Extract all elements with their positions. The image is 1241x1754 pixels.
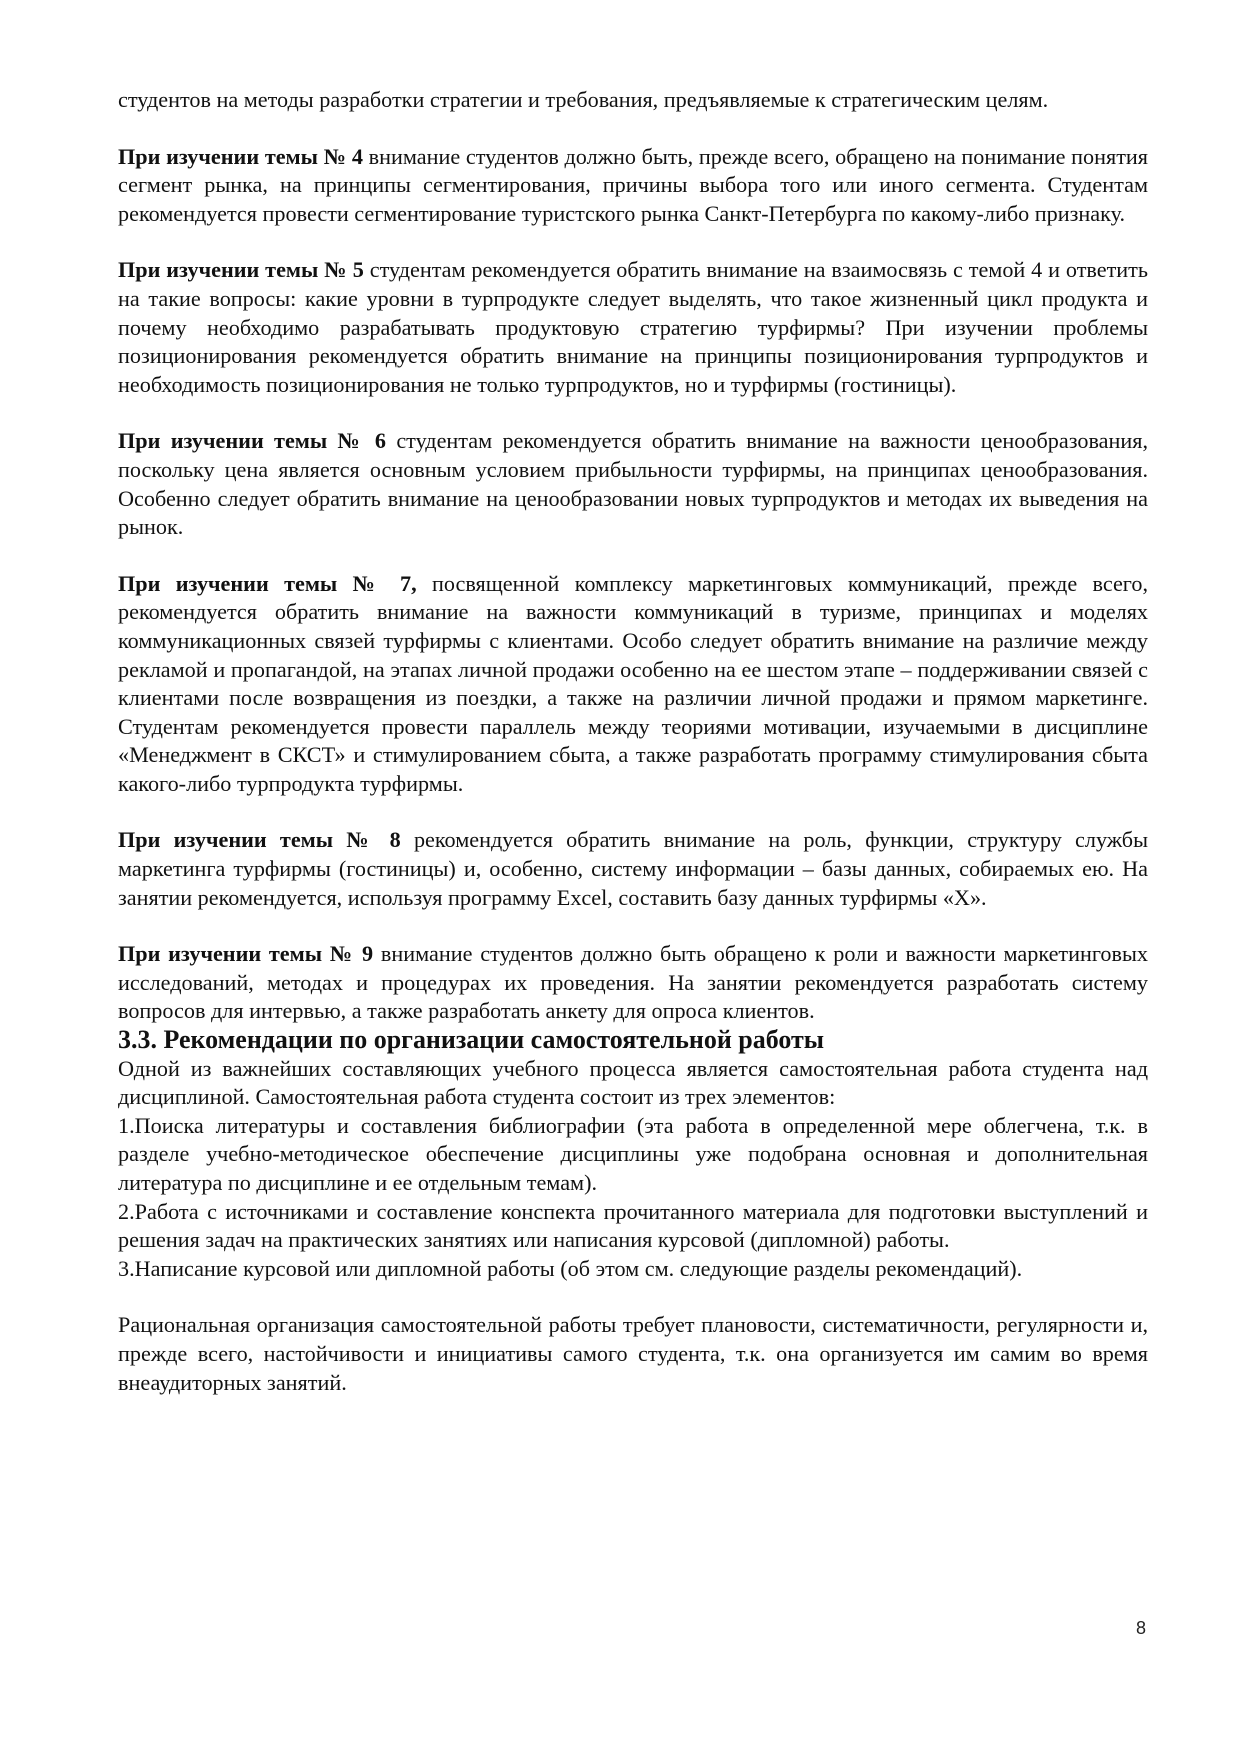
page-number: 8: [1135, 1618, 1146, 1638]
topic-4-text: внимание студентов должно быть, прежде всего, обращено на понимание понятия сегмент рынка, на принципы сегментирования, причины выбора того или иного сегмента. Студентам рекомендуется провести сегментирование туристского рынка Санкт-Петербурга по какому-либо признаку.: [118, 143, 1148, 226]
list-item: 2.Работа с источниками и составление конспекта прочитанного материала для подготовки выступлений и решения задач на практических занятиях или написания курсовой (дипломной) работы.: [118, 1198, 1148, 1253]
closing-paragraph: Рациональная организация самостоятельной работы требует плановости, систематичности, регулярности и, прежде всего, настойчивости и инициативы самого студента, т.к. она организуется им самим во время внеаудиторных занятий.: [118, 1312, 1148, 1395]
section-intro-paragraph: Одной из важнейших составляющих учебного процесса является самостоятельная работа студента над дисциплиной. Самостоятельная работа студента состоит из трех элементов:: [118, 1055, 1148, 1110]
intro-continuation-paragraph: студентов на методы разработки стратегии и требования, предъявляемые к стратегическим целям.: [118, 87, 1049, 112]
topic-5-text: студентам рекомендуется обратить внимание на взаимосвязь с темой 4 и ответить на такие вопросы: какие уровни в турпродукте следует выделять, что такое жизненный цикл продукта и почему необходимо разрабатывать продуктовую стратегию турфирмы? При изучении проблемы позиционирования рекомендуется обратить внимание на принципы позиционирования турпродуктов и необходимость позиционирования не только турпродуктов, но и турфирмы (гостиницы).: [118, 257, 1148, 397]
section-heading: 3.3. Рекомендации по организации самостоятельной работы: [118, 1025, 825, 1055]
topic-8-paragraph: [118, 826, 1148, 912]
topic-6-paragraph: [118, 427, 1148, 541]
topic-4-paragraph: [118, 143, 1148, 229]
topic-7-text: посвященной комплексу маркетинговых коммуникаций, прежде всего, рекомендуется обратить внимание на важности коммуникаций в туризме, принципах и моделях коммуникационных связей турфирмы с клиентами. Особо следует обратить внимание на различие между рекламой и пропагандой, на этапах личной продажи особенно на ее шестом этапе – поддерживании связей с клиентами после возвращения из поездки, а также на различии личной продажи и прямом маркетинге. Студентам рекомендуется провести параллель между теориями мотивации, изучаемыми в дисциплине «Менеджмент в СКСТ» и стимулированием сбыта, а также разработать программу стимулирования сбыта какого-либо турпродукта турфирмы.: [118, 570, 1148, 796]
topic-4-lead: При изучении темы № 4: [118, 143, 363, 169]
topic-5-lead: При изучении темы № 5: [118, 257, 364, 283]
list-item: 3.Написание курсовой или дипломной работы (об этом см. следующие разделы рекомендаций).: [118, 1255, 1023, 1281]
topic-9-lead: При изучении темы № 9: [118, 941, 374, 967]
topic-6-text: студентам рекомендуется обратить внимание на важности ценообразования, поскольку цена является основным условием прибыльности турфирмы, на принципах ценообразования. Особенно следует обратить внимание на ценообразовании новых турпродуктов и методах их выведения на рынок.: [118, 428, 1148, 540]
topic-8-text: рекомендуется обратить внимание на роль, функции, структуру службы маркетинга турфирмы (гостиницы) и, особенно, систему информации – базы данных, собираемых ею. На занятии рекомендуется, используя программу Excel, составить базу данных турфирмы «Х».: [118, 827, 1149, 910]
topic-5-paragraph: [118, 256, 1148, 399]
topic-7-paragraph: [118, 570, 1148, 799]
page-body: [118, 86, 1148, 1397]
topic-9-text: внимание студентов должно быть обращено к роли и важности маркетинговых исследований, методах и процедурах их проведения. На занятии рекомендуется разработать систему вопросов для интервью, а также разработать анкету для опроса клиентов.: [118, 941, 1148, 1024]
list-item: 1.Поиска литературы и составления библиографии (эта работа в определенной мере облегчена, т.к. в разделе учебно-методическое обеспечение дисциплины уже подобрана основная и дополнительная литература по дисциплине и ее отдельным темам).: [118, 1112, 1148, 1195]
topic-8-lead: При изучении темы № 8: [118, 827, 401, 853]
topic-7-lead: При изучении темы № 7,: [118, 570, 417, 596]
topic-9-paragraph: [118, 940, 1148, 1026]
topic-6-lead: При изучении темы № 6: [118, 428, 387, 454]
